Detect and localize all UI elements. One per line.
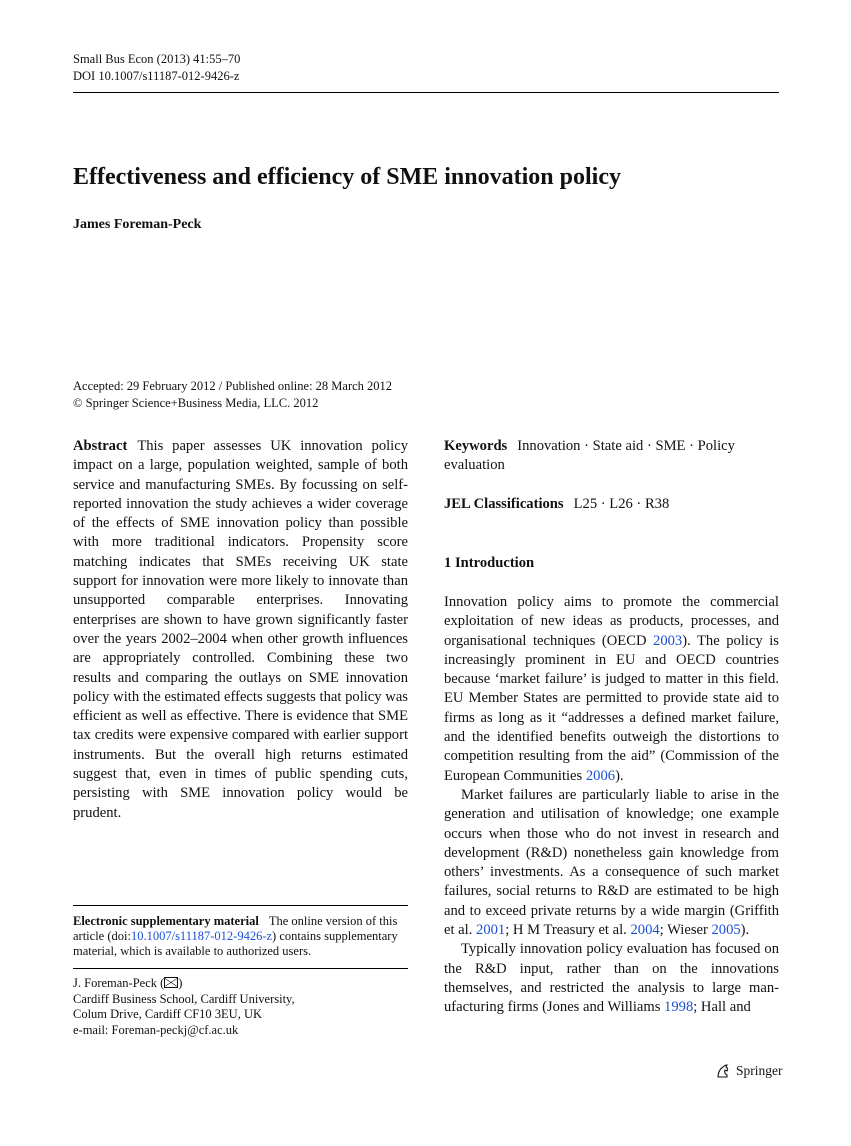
introduction-body xyxy=(444,593,779,1018)
keywords-label: Keywords xyxy=(444,438,508,454)
citation-link[interactable]: 2006 xyxy=(585,767,616,784)
header-rule xyxy=(73,92,779,93)
keywords xyxy=(444,437,779,476)
abstract xyxy=(73,437,408,823)
journal-header xyxy=(73,51,240,85)
intro-paragraph-3 xyxy=(444,940,779,1017)
paper-title: Effectiveness and efficiency of SME innovation policy xyxy=(73,164,621,190)
intro-paragraph-2 xyxy=(444,786,779,940)
intro-text: ; Hall and xyxy=(693,999,751,1016)
doi-link[interactable]: 10.1007/s11187-012-9426-z xyxy=(130,929,273,943)
citation-link[interactable]: 2003 xyxy=(653,632,683,649)
citation-link[interactable]: 1998 xyxy=(664,999,694,1016)
author-name: James Foreman-Peck xyxy=(73,217,202,232)
abstract-text: This paper assesses UK innovation policy impact on a large, population weighted, sample of both service and manufacturing SMEs. By focussing on self-reported innovation the study achieves a wider coverage of the effects of SME innovation policy than possible with more traditional indicators. Propensity score matching indicates that SMEs receiving UK state support for innovation were more likely to innovate than unsupported comparable enterprises. Innovating enterprises are shown to have grown significantly faster over the years 2002–2004 when other growth influences are appropriately controlled. Combining these two results and comparing the outlays on SME innovation policy with the estimated effects suggests that policy was efficient as well as effective. There is evidence that SME tax credits were expensive compared with earlier support instruments. But the overall high returns estimated suggest that, even in times of public spending cuts, persisting with SME innovation policy would be prudent. xyxy=(73,438,408,821)
affiliation-line-1: Cardiff Business School, Cardiff University, xyxy=(73,991,295,1006)
publisher-logo xyxy=(715,1063,783,1079)
supplementary-text: ) contains supplementary material, which is available to authorized users. xyxy=(73,929,398,958)
jel-text: L25 · L26 · R38 xyxy=(573,496,670,512)
intro-paragraph-1 xyxy=(444,593,779,786)
affiliation-name: J. Foreman-Peck ( xyxy=(73,976,165,990)
intro-text: ). xyxy=(615,767,624,784)
affiliation-name-close: ) xyxy=(178,976,183,990)
affiliation-name-line xyxy=(73,976,408,992)
jel-label: JEL Classifications xyxy=(444,496,564,512)
section-heading: 1 Introduction xyxy=(444,555,535,571)
affiliation-rule xyxy=(73,968,408,969)
supplementary-label: Electronic supplementary material xyxy=(73,914,259,928)
copyright: © Springer Science+Business Media, LLC. 2012 xyxy=(73,396,319,410)
supplementary-note xyxy=(73,914,408,959)
supplementary-text: The online version of this article (doi: xyxy=(73,914,398,943)
intro-text: Typically innovation policy evaluation has focused on the R&D input, rather than on the innovations themselves, and restricted the analysis to large man-ufacturing firms (Jones and Williams xyxy=(444,941,779,1016)
abstract-label: Abstract xyxy=(73,438,128,454)
publication-info xyxy=(73,378,392,412)
affiliation-email: e-mail: Foreman-peckj@cf.ac.uk xyxy=(73,1022,239,1037)
intro-text: ; Wieser xyxy=(659,922,712,939)
intro-text: Innovation policy aims to promote the commercial exploitation of new ideas as products, processes, and organisational techniques (OECD xyxy=(444,594,779,649)
publisher-name: Springer xyxy=(736,1063,783,1078)
keywords-text: Innovation · State aid · SME · Policy evaluation xyxy=(444,438,735,474)
journal-doi: DOI 10.1007/s11187-012-9426-z xyxy=(73,69,240,83)
intro-text: ; H M Treasury et al. xyxy=(505,922,631,939)
intro-text: ). xyxy=(740,922,750,939)
footnote-rule xyxy=(73,905,408,906)
intro-text: ). The policy is increasingly prominent in EU and OECD countries because ‘market failure’ is judged to matter in this field. EU Member States are permitted to provide state aid to firms as long as it “addresses a defined market failure, and the identified benefits outweigh the distortions to competition resulting from the aid” (Commission of the European Communities xyxy=(444,632,779,784)
affiliation-line-2: Colum Drive, Cardiff CF10 3EU, UK xyxy=(73,1007,262,1021)
citation-link[interactable]: 2001 xyxy=(476,922,506,939)
springer-horse-icon xyxy=(715,1063,731,1079)
publication-dates: Accepted: 29 February 2012 / Published online: 28 March 2012 xyxy=(73,379,393,393)
envelope-icon[interactable] xyxy=(164,977,178,988)
author-affiliation xyxy=(73,976,408,1038)
intro-text: Market failures are particularly liable to arise in the generation and utilisation of knowledge; one example occurs when those who do not invest in research and development (R&D) nonetheless gain knowledge from others’ investments. As a consequence of such market failures, social returns to R&D are estimated to be high and to exceed private returns by a wide margin (Griffith et al. xyxy=(444,786,779,939)
jel-classifications xyxy=(444,495,779,514)
citation-link[interactable]: 2005 xyxy=(711,922,741,939)
citation-link[interactable]: 2004 xyxy=(630,922,660,939)
journal-citation: Small Bus Econ (2013) 41:55–70 xyxy=(73,52,241,66)
